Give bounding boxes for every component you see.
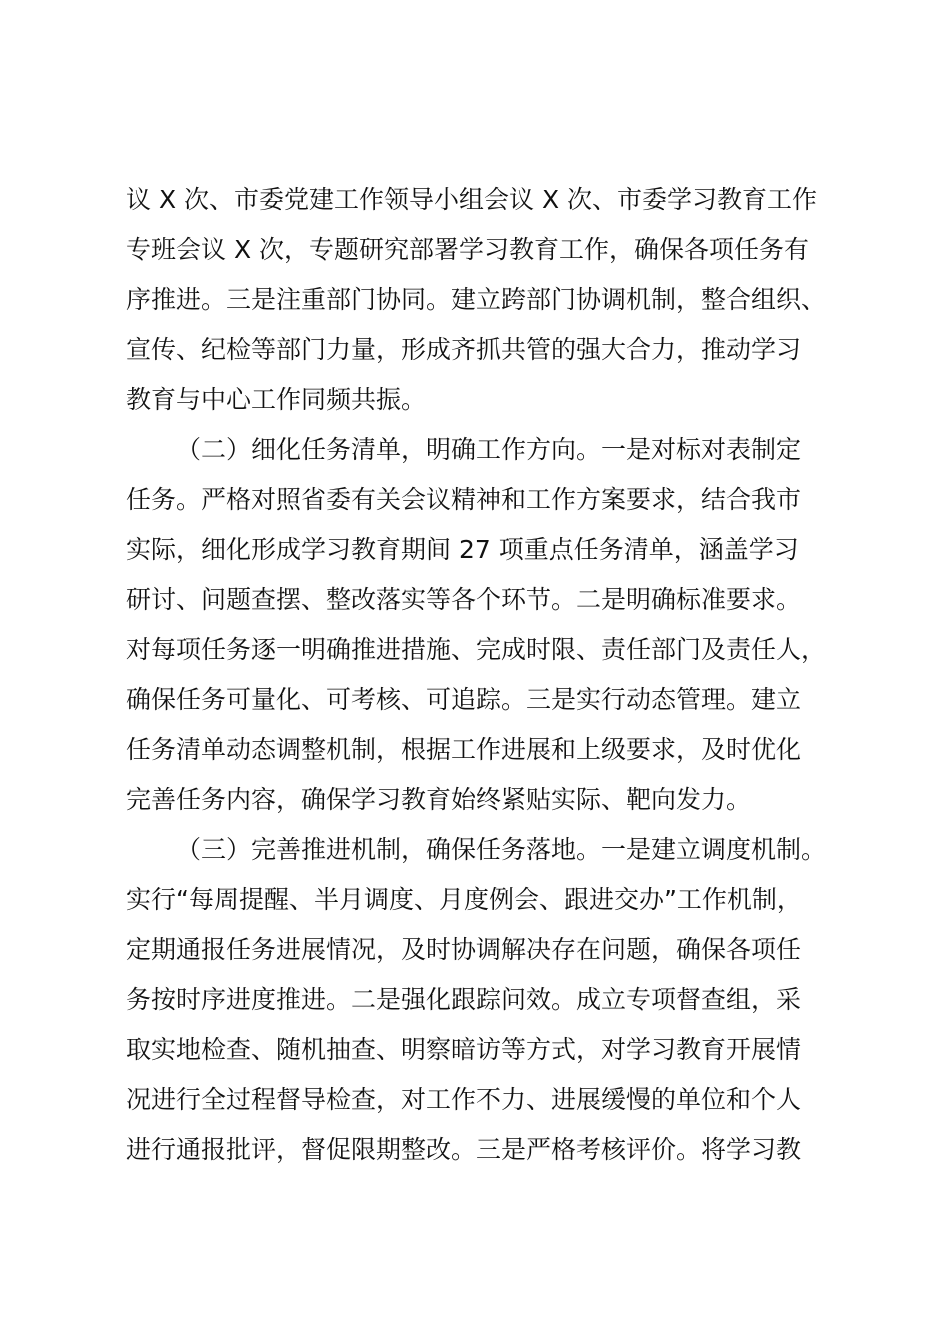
text-line: 取实地检查、随机抽查、明察暗访等方式，对学习教育开展情 <box>126 1035 802 1064</box>
text-line: 实际，细化形成学习教育期间 27 项重点任务清单，涵盖学习 <box>126 535 799 564</box>
text-line: 况进行全过程督导检查，对工作不力、进展缓慢的单位和个人 <box>126 1085 802 1114</box>
text-line: 完善任务内容，确保学习教育始终紧贴实际、靶向发力。 <box>126 785 752 814</box>
text-line: 序推进。三是注重部门协同。建立跨部门协调机制，整合组织、 <box>126 285 827 314</box>
text-line: 教育与中心工作同频共振。 <box>126 385 427 414</box>
text-line: 议 X 次、市委党建工作领导小组会议 X 次、市委学习教育工作 <box>126 185 818 214</box>
text-line: 宣传、纪检等部门力量，形成齐抓共管的强大合力，推动学习 <box>126 335 802 364</box>
section-heading-line: （三）完善推进机制，确保任务落地。一是建立调度机制。 <box>176 835 827 864</box>
text-line: 研讨、问题查摆、整改落实等各个环节。二是明确标准要求。 <box>126 585 802 614</box>
text-line: 定期通报任务进展情况，及时协调解决存在问题，确保各项任 <box>126 935 802 964</box>
text-line: 实行“每周提醒、半月调度、月度例会、跟进交办”工作机制， <box>126 885 802 914</box>
text-line: 进行通报批评，督促限期整改。三是严格考核评价。将学习教 <box>126 1135 802 1164</box>
text-line: 任务清单动态调整机制，根据工作进展和上级要求，及时优化 <box>126 735 802 764</box>
text-line: 专班会议 X 次，专题研究部署学习教育工作，确保各项任务有 <box>126 235 810 264</box>
section-heading-line: （二）细化任务清单，明确工作方向。一是对标对表制定 <box>176 435 802 464</box>
text-line: 对每项任务逐一明确推进措施、完成时限、责任部门及责任人， <box>126 635 827 664</box>
text-line: 确保任务可量化、可考核、可追踪。三是实行动态管理。建立 <box>126 685 802 714</box>
text-line: 任务。严格对照省委有关会议精神和工作方案要求，结合我市 <box>126 485 802 514</box>
text-line: 务按时序进度推进。二是强化跟踪问效。成立专项督查组，采 <box>126 985 802 1014</box>
